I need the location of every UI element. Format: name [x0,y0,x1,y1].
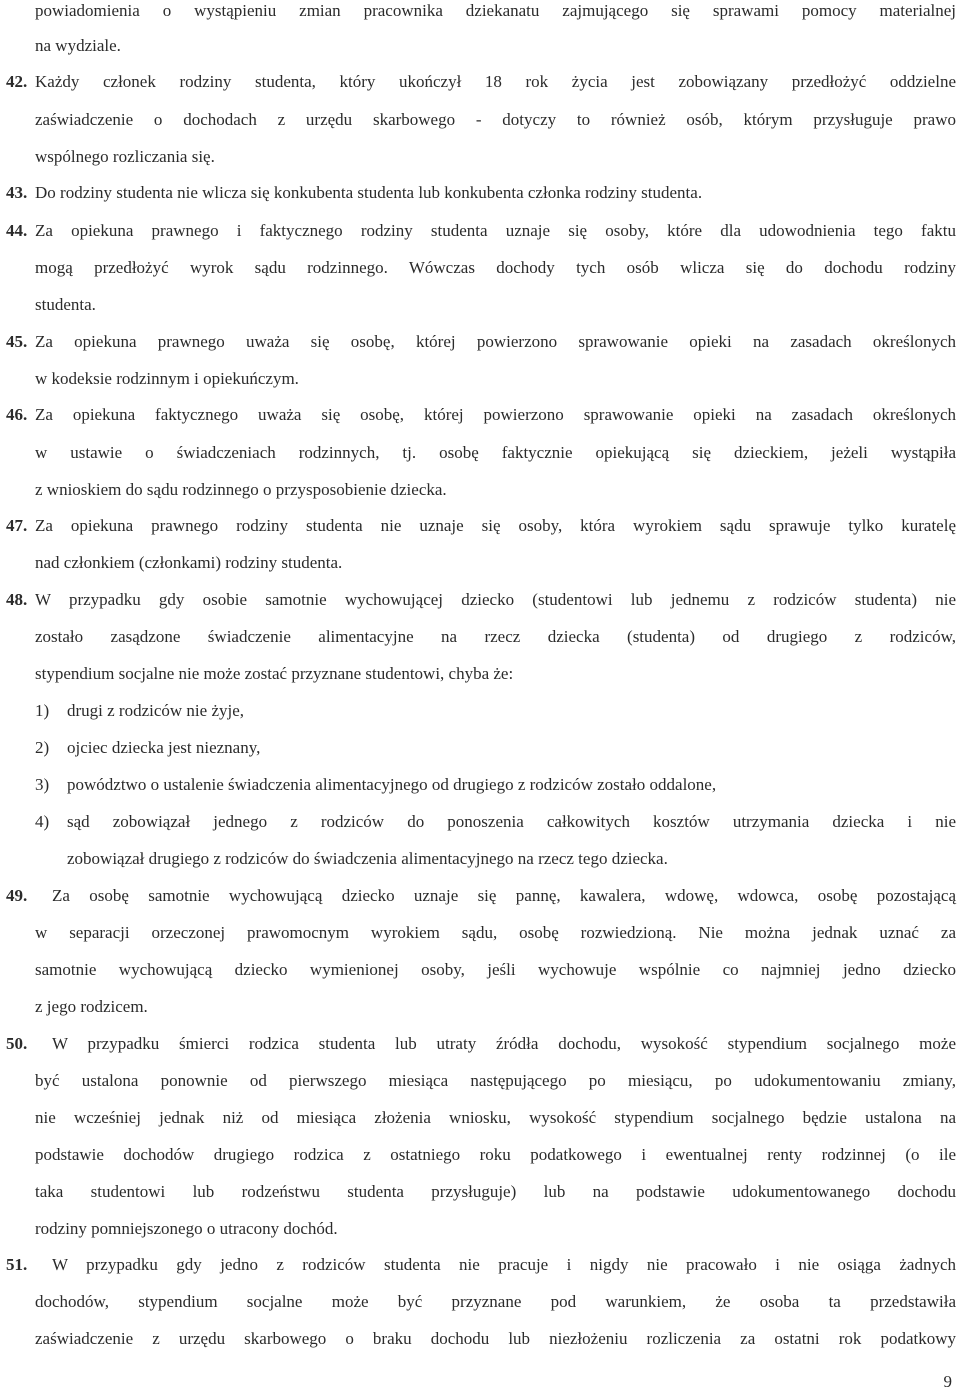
text-line: W przypadku śmierci rodzica studenta lub utraty źródła dochodu, wysokość stypendium socjalnego może [52,1034,956,1053]
text-line: Za osobę samotnie wychowującą dziecko uznaje się pannę, kawalera, wdowę, wdowca, osobę pozostającą [52,886,956,905]
list-marker: 3) [35,775,50,794]
text-line: na wydziale. [35,36,121,55]
text-line: powiadomienia o wystąpieniu zmian pracownika dziekanatu zajmującego się sprawami pomocy materialnej [35,1,956,20]
paragraph-number: 50. [6,1034,28,1053]
text-line: nie wcześniej jednak niż od miesiąca złożenia wniosku, wysokość stypendium socjalnego będzie ustalona na [35,1108,956,1127]
paragraph-number: 44. [6,221,28,240]
text-line: z wnioskiem do sądu rodzinnego o przysposobienie dziecka. [35,480,447,499]
list-marker: 1) [35,701,50,720]
text-line: wspólnego rozliczania się. [35,147,215,166]
paragraph-number: 51. [6,1255,28,1274]
text-line: w kodeksie rodzinnym i opiekuńczym. [35,369,299,388]
page-number: 9 [943,1372,952,1391]
text-line: nad członkiem (członkami) rodziny studenta. [35,553,343,572]
text-line: Za opiekuna prawnego uważa się osobę, której powierzono sprawowanie opieki na zasadach określonych [35,332,956,351]
text-line: ojciec dziecka jest nieznany, [67,738,261,757]
text-line: studenta. [35,295,96,314]
paragraph-number: 46. [6,405,28,424]
text-line: zostało zasądzone świadczenie alimentacyjne na rzecz dziecka (studenta) od drugiego z rodziców, [35,627,956,646]
text-line: W przypadku gdy jedno z rodziców studenta nie pracuje i nigdy nie pracowało i nie osiąga żadnych [52,1255,956,1274]
text-line: podstawie dochodów drugiego rodzica z ostatniego roku podatkowego i ewentualnej renty rodzinnej (o ile [35,1145,956,1164]
text-line: samotnie wychowującą dziecko wymienionej osoby, jeśli wychowuje wspólnie co najmniej jedno dziecko [35,960,956,979]
text-line: Każdy członek rodziny studenta, który ukończył 18 rok życia jest zobowiązany przedłożyć oddzielne [35,72,956,91]
paragraph-number: 42. [6,72,28,91]
paragraph-number: 45. [6,332,28,351]
text-line: Za opiekuna prawnego i faktycznego rodziny studenta uznaje się osoby, które dla udowodnienia tego faktu [35,221,956,240]
text-line: zaświadczenie o dochodach z urzędu skarbowego - dotyczy to również osób, którym przysługuje prawo [35,110,956,129]
text-line: W przypadku gdy osobie samotnie wychowującej dziecko (studentowi lub jednemu z rodziców studenta) nie [35,590,956,609]
text-line: powództwo o ustalenie świadczenia alimentacyjnego od drugiego z rodziców zostało oddalone, [67,775,717,794]
text-line: zobowiązał drugiego z rodziców do świadczenia alimentacyjnego na rzecz tego dziecka. [67,849,668,868]
paragraph-number: 43. [6,183,28,202]
list-marker: 4) [35,812,50,831]
text-line: sąd zobowiązał jednego z rodziców do ponoszenia całkowitych kosztów utrzymania dziecka i nie [67,812,956,831]
text-line: stypendium socjalne nie może zostać przyznane studentowi, chyba że: [35,664,514,683]
text-line: zaświadczenie z urzędu skarbowego o braku dochodu lub niezłożeniu rozliczenia za ostatni rok podatkowy [35,1329,956,1348]
text-line: drugi z rodziców nie żyje, [67,701,245,720]
text-line: w ustawie o świadczeniach rodzinnych, tj. osobę faktycznie opiekującą się dzieckiem, jeżeli wystąpiła [35,443,956,462]
list-marker: 2) [35,738,50,757]
text-line: Za opiekuna prawnego rodziny studenta nie uznaje się osoby, która wyrokiem sądu sprawuje tylko kuratelę [35,516,956,535]
paragraph-number: 49. [6,886,28,905]
text-line: być ustalona ponownie od pierwszego miesiąca następującego po miesiącu, po udokumentowaniu zmiany, [35,1071,956,1090]
text-line: Do rodziny studenta nie wlicza się konkubenta studenta lub konkubenta członka rodziny studenta. [35,183,703,202]
paragraph-number: 47. [6,516,28,535]
text-line: Za opiekuna faktycznego uważa się osobę, której powierzono sprawowanie opieki na zasadach określonych [35,405,956,424]
text-line: mogą przedłożyć wyrok sądu rodzinnego. Wówczas dochody tych osób wlicza się do dochodu rodziny [35,258,956,277]
text-line: w separacji orzeczonej prawomocnym wyrokiem sądu, osobę rozwiedzioną. Nie można jednak uznać za [35,923,956,942]
text-line: rodziny pomniejszonego o utracony dochód. [35,1219,338,1238]
text-line: taka studentowi lub rodzeństwu studenta przysługuje) lub na podstawie udokumentowanego dochodu [35,1182,956,1201]
paragraph-number: 48. [6,590,28,609]
text-line: dochodów, stypendium socjalne może być przyznane pod warunkiem, że osoba ta przedstawiła [35,1292,956,1311]
text-line: z jego rodzicem. [35,997,148,1016]
